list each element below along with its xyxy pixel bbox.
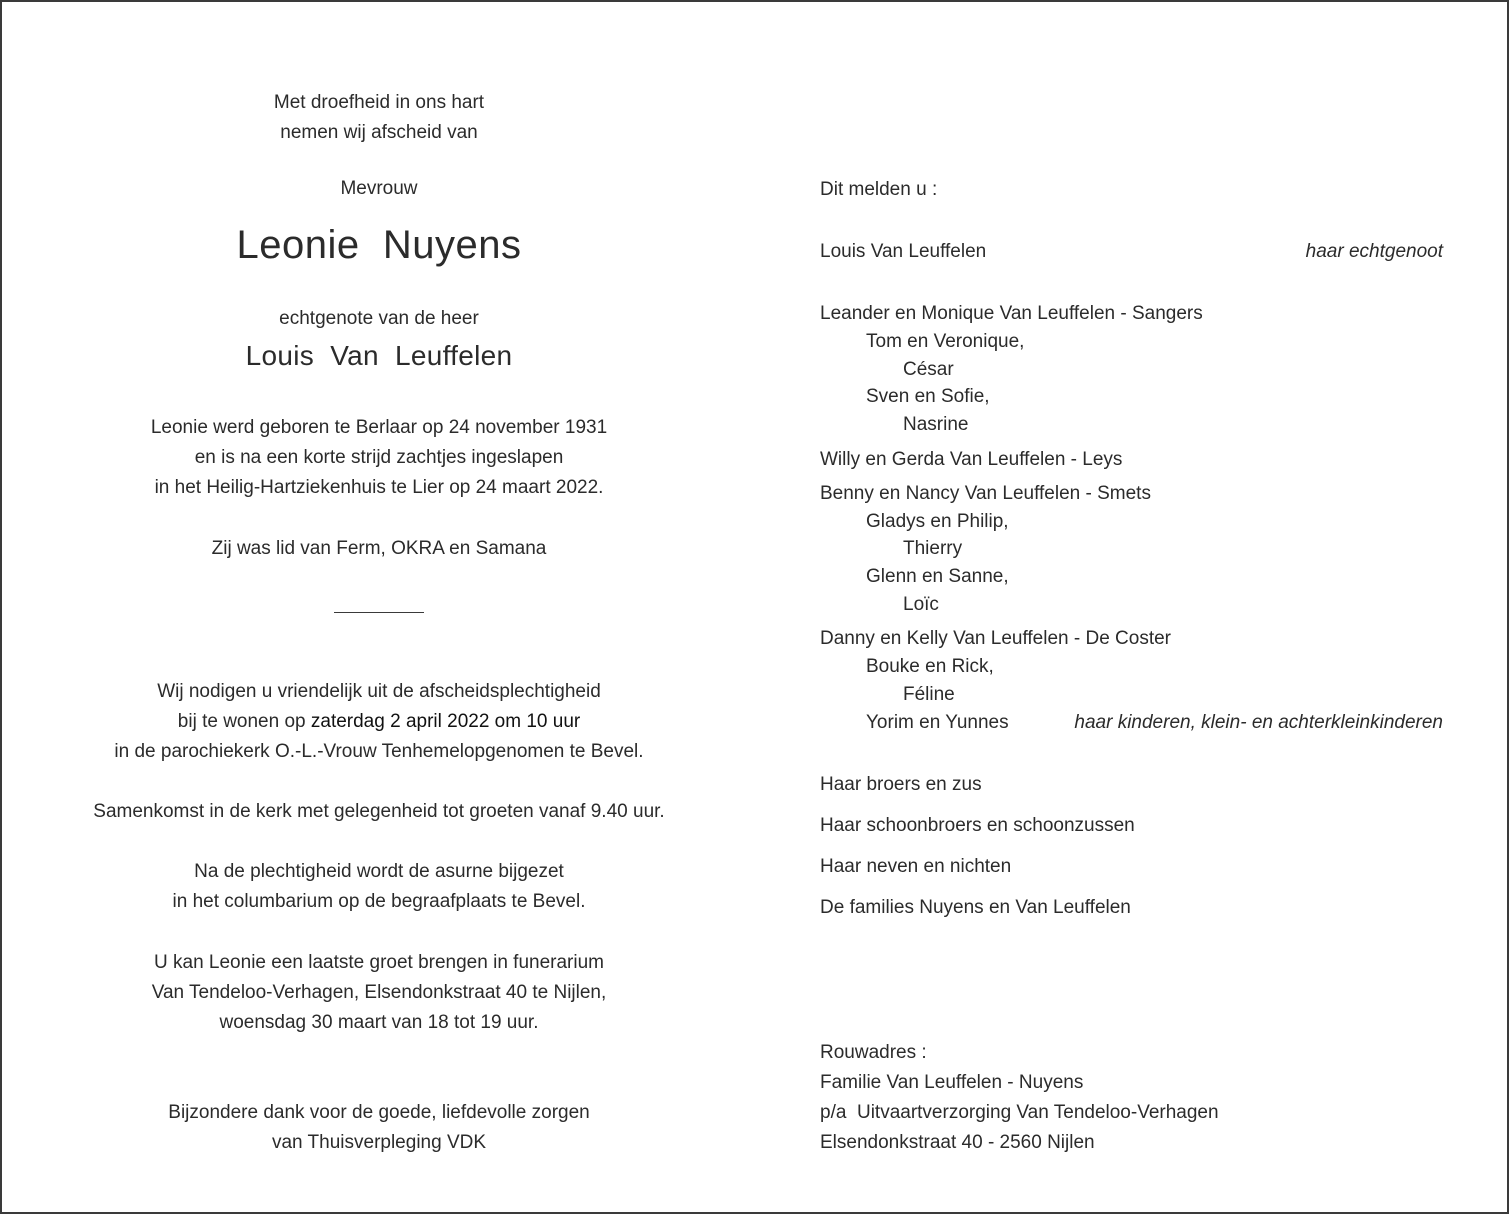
bio-line-1: Leonie werd geboren te Berlaar op 24 november 1931: [150, 417, 608, 438]
invite-line-2-prefix: bij te wonen op: [177, 711, 311, 732]
invite-line-3: in de parochiekerk O.-L.-Vrouw Tenhemelopgenomen te Bevel.: [114, 741, 644, 762]
family-line: Gladys en Philip,: [866, 511, 1009, 532]
intro-line-1: Met droefheid in ons hart: [273, 92, 485, 113]
bio-line-3: in het Heilig-Hartziekenhuis te Lier op 24 maart 2022.: [154, 477, 604, 498]
address-line: Familie Van Leuffelen - Nuyens: [820, 1072, 1084, 1093]
deceased-name: Leonie Nuyens: [236, 223, 522, 267]
spouse-intro: echtgenote van de heer: [279, 308, 479, 329]
husband-role: haar echtgenoot: [1305, 241, 1443, 262]
family-line: Loïc: [903, 594, 939, 615]
honorific: Mevrouw: [340, 178, 418, 199]
urn-line-1: Na de plechtigheid wordt de asurne bijgezet: [194, 861, 564, 882]
visit-line-1: U kan Leonie een laatste groet brengen in funerarium: [154, 952, 604, 973]
visit-line-3: woensdag 30 maart van 18 tot 19 uur.: [219, 1012, 539, 1033]
relatives-line: De families Nuyens en Van Leuffelen: [820, 897, 1131, 918]
gathering-line: Samenkomst in de kerk met gelegenheid tot groeten vanaf 9.40 uur.: [93, 801, 665, 822]
bio-line-2: en is na een korte strijd zachtjes ingeslapen: [194, 447, 564, 468]
invite-line-2: [2, 710, 756, 734]
family-line: Féline: [903, 684, 955, 705]
invite-line-1: Wij nodigen u vriendelijk uit de afscheidsplechtigheid: [157, 681, 601, 702]
address-line: p/a Uitvaartverzorging Van Tendeloo-Verhagen: [820, 1102, 1219, 1123]
husband-name: Louis Van Leuffelen: [820, 241, 987, 262]
family-line: Leander en Monique Van Leuffelen - Sangers: [820, 303, 1203, 324]
address-label: Rouwadres :: [820, 1042, 927, 1063]
visit-line-2: Van Tendeloo-Verhagen, Elsendonkstraat 40 te Nijlen,: [151, 982, 607, 1003]
ceremony-datetime: zaterdag 2 april 2022 om 10 uur: [310, 711, 581, 732]
family-line: Sven en Sofie,: [866, 386, 990, 407]
announce-label: Dit melden u :: [820, 179, 938, 200]
family-line: Thierry: [903, 538, 963, 559]
family-line: Willy en Gerda Van Leuffelen - Leys: [820, 449, 1123, 470]
thanks-line-1: Bijzondere dank voor de goede, liefdevolle zorgen: [168, 1102, 590, 1123]
urn-line-2: in het columbarium op de begraafplaats te Bevel.: [172, 891, 586, 912]
family-line: Tom en Veronique,: [866, 331, 1025, 352]
membership-line: Zij was lid van Ferm, OKRA en Samana: [211, 538, 547, 559]
intro-line-2: nemen wij afscheid van: [280, 122, 478, 143]
children-role: haar kinderen, klein- en achterkleinkinderen: [1074, 712, 1443, 733]
relatives-line: Haar schoonbroers en schoonzussen: [820, 815, 1135, 836]
spouse-name: Louis Van Leuffelen: [245, 340, 513, 371]
relatives-line: Haar neven en nichten: [820, 856, 1012, 877]
family-line: Danny en Kelly Van Leuffelen - De Coster: [820, 628, 1171, 649]
thanks-line-2: van Thuisverpleging VDK: [271, 1132, 487, 1153]
address-line: Elsendonkstraat 40 - 2560 Nijlen: [820, 1132, 1095, 1153]
relatives-line: Haar broers en zus: [820, 774, 982, 795]
family-line: Glenn en Sanne,: [866, 566, 1009, 587]
family-line: Yorim en Yunnes: [866, 712, 1009, 733]
family-line: Bouke en Rick,: [866, 656, 994, 677]
family-line: Nasrine: [903, 414, 969, 435]
family-line: Benny en Nancy Van Leuffelen - Smets: [820, 483, 1151, 504]
family-line: César: [903, 359, 954, 380]
section-divider: [334, 612, 424, 613]
